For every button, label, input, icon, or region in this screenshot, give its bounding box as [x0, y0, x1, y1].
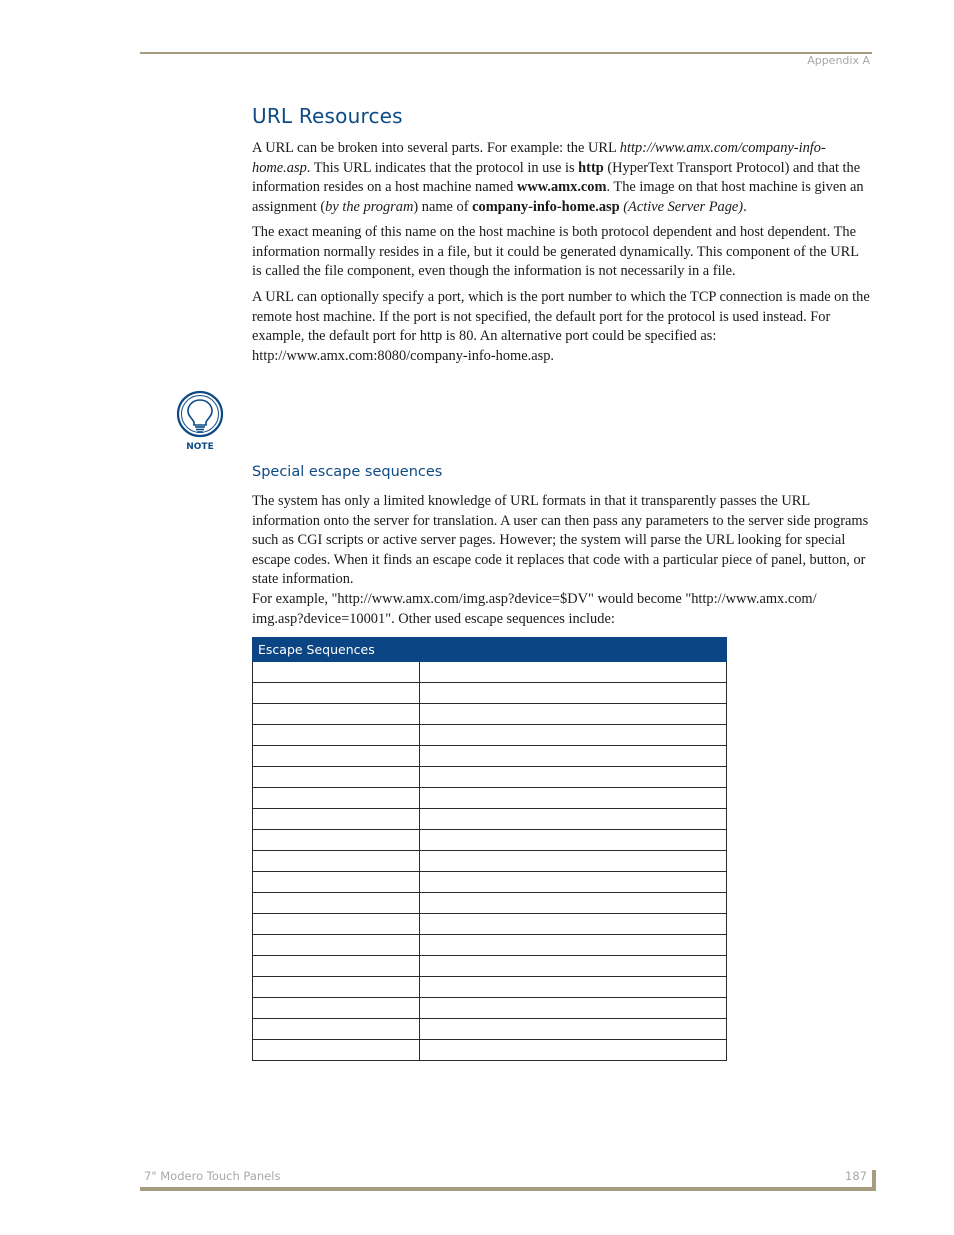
table-row — [253, 872, 727, 893]
table-row — [253, 1040, 727, 1061]
escape-description-cell — [420, 935, 727, 956]
escape-description-cell — [420, 809, 727, 830]
escape-description-cell — [420, 998, 727, 1019]
footer-product-name: 7" Modero Touch Panels — [144, 1169, 281, 1183]
escape-code-cell — [253, 851, 420, 872]
escape-code-cell — [253, 809, 420, 830]
header-rule — [140, 52, 872, 54]
escape-description-cell — [420, 851, 727, 872]
table-header: Escape Sequences — [253, 638, 727, 662]
escape-code-cell — [253, 1019, 420, 1040]
table-row — [253, 704, 727, 725]
table-row — [253, 662, 727, 683]
table-row — [253, 851, 727, 872]
table-row — [253, 746, 727, 767]
table-row — [253, 977, 727, 998]
emphasis-text: (Active Server Page) — [623, 198, 744, 215]
escape-code-cell — [253, 746, 420, 767]
escape-code-cell — [253, 1040, 420, 1061]
escape-description-cell — [420, 704, 727, 725]
escape-description-cell — [420, 746, 727, 767]
text-run: . — [743, 198, 747, 215]
table-row — [253, 1019, 727, 1040]
escape-code-cell — [253, 725, 420, 746]
note-label: NOTE — [186, 442, 214, 452]
text-run: ) name of — [413, 198, 473, 215]
table-row — [253, 830, 727, 851]
escape-description-cell — [420, 872, 727, 893]
note-lightbulb-icon — [175, 391, 225, 453]
escape-description-cell — [420, 767, 727, 788]
example-url: http://www.amx.com/company-info-home.asp — [252, 140, 826, 176]
escape-description-cell — [420, 662, 727, 683]
escape-code-cell — [253, 788, 420, 809]
table-row — [253, 683, 727, 704]
escape-code-cell — [253, 914, 420, 935]
paragraph-file-component: The exact meaning of this name on the host machine is both protocol dependent and host dependent. The information normally resides in a file, but it could be generated dynamically. This component of the URL is called the file component, even though the information is not necessarily in a file. — [252, 224, 859, 279]
escape-description-cell — [420, 1040, 727, 1061]
escape-code-cell — [253, 683, 420, 704]
text-run: . This URL indicates that the protocol in use is — [306, 159, 579, 176]
table-row — [253, 788, 727, 809]
escape-description-cell — [420, 1019, 727, 1040]
escape-description-cell — [420, 914, 727, 935]
header-section-label: Appendix A — [807, 54, 870, 67]
emphasis-text: by the program — [325, 198, 414, 215]
escape-code-cell — [253, 998, 420, 1019]
escape-description-cell — [420, 893, 727, 914]
paragraph-escape-intro: The system has only a limited knowledge of URL formats in that it transparently passes the URL information onto the server for translation. A user can then pass any parameters to the server side programs such as CGI scripts or active server pages. However; the system will parse the URL looking for special escape codes. When it finds an escape code it replaces that code with a particular piece of panel, button, or state information. — [252, 493, 869, 587]
table-row — [253, 914, 727, 935]
escape-description-cell — [420, 788, 727, 809]
footer-rule — [140, 1187, 873, 1191]
table-row — [253, 725, 727, 746]
subsection-title: Special escape sequences — [252, 464, 443, 480]
escape-code-cell — [253, 872, 420, 893]
table-row — [253, 893, 727, 914]
escape-code-cell — [253, 893, 420, 914]
text-run: A URL can be broken into several parts. For example: the URL — [252, 140, 620, 156]
text-run: (HyperText Transport Protocol) and that the information resides on a host machine named — [252, 159, 861, 195]
escape-code-cell — [253, 935, 420, 956]
table-row — [253, 809, 727, 830]
escape-code-cell — [253, 977, 420, 998]
protocol-term: http — [578, 159, 604, 176]
escape-sequences-table — [252, 637, 727, 1061]
escape-code-cell — [253, 704, 420, 725]
escape-description-cell — [420, 977, 727, 998]
escape-code-cell — [253, 767, 420, 788]
escape-description-cell — [420, 956, 727, 977]
page-title: URL Resources — [252, 104, 403, 128]
escape-code-cell — [253, 956, 420, 977]
text-run: . The image on that host machine is given an assignment ( — [252, 179, 864, 215]
escape-description-cell — [420, 830, 727, 851]
paragraph-escape-example: For example, "http://www.amx.com/img.asp?device=$DV" would become "http://www.amx.com/ img.asp?device=10001". Other used escape sequences include: — [252, 591, 817, 627]
table-row — [253, 998, 727, 1019]
escape-code-cell — [253, 830, 420, 851]
table-row — [253, 956, 727, 977]
footer-page-number: 187 — [845, 1169, 867, 1183]
paragraph-url-parts — [252, 139, 870, 217]
escape-description-cell — [420, 725, 727, 746]
paragraph-port: A URL can optionally specify a port, which is the port number to which the TCP connection is made on the remote host machine. If the port is not specified, the default port for the protocol is used instead. For example, the default port for http is 80. An alternative port could be specified as: http://www.amx.com:8080/company-info-home.asp. — [252, 289, 870, 364]
table-row — [253, 935, 727, 956]
host-term: www.amx.com — [516, 179, 607, 195]
escape-description-cell — [420, 683, 727, 704]
file-name-term: company-info-home.asp — [472, 198, 620, 215]
escape-code-cell — [253, 662, 420, 683]
table-row — [253, 767, 727, 788]
